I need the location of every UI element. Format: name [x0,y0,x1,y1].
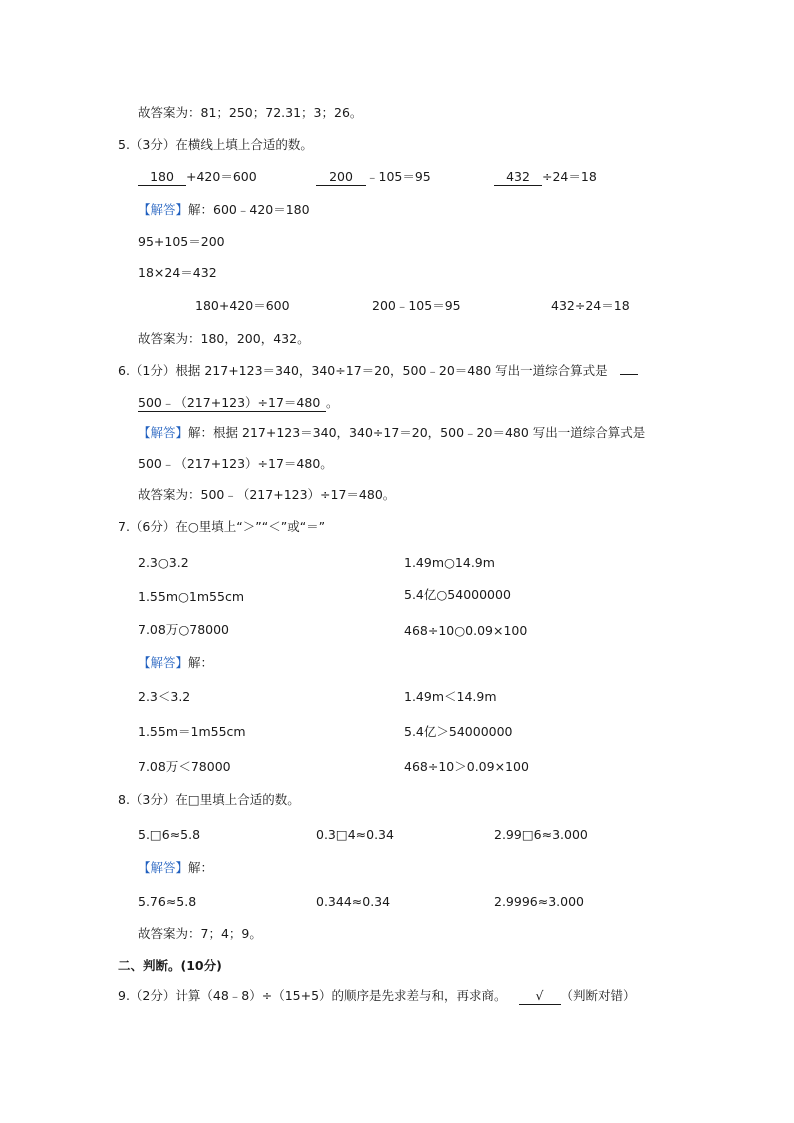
q9-line [118,987,636,1005]
q8-answer-1: 5.76≈5.8 [138,894,197,909]
q6-solution [138,424,645,442]
q5-item-2 [316,168,431,186]
q5-answer: 故答案为：180，200，432。 [138,331,310,346]
q6-solve: 解：根据 217+123＝340，340÷17＝20，500﹣20＝480 写出一道综合算式是 [188,425,646,440]
q7-tag: 【解答】 [138,655,189,670]
q6-lead-blank [620,374,638,375]
q5-item-3 [494,168,597,186]
q7-answer-3-1: 7.08万＜78000 [138,759,231,774]
q5-item-2-rest: ﹣105＝95 [366,169,431,184]
q5-item-1-rest: +420＝600 [186,169,257,184]
q5-tag: 【解答】 [138,202,189,217]
q5-item-1 [138,168,257,186]
q5-blank-1[interactable]: 180 [138,169,186,186]
q5-item-3-rest: ÷24＝18 [542,169,597,184]
q6-stem-line [118,362,638,380]
q7-answer-2-2: 5.4亿＞54000000 [404,724,513,739]
q5-blank-2[interactable]: 200 [316,169,366,186]
q7-answer-1-1: 2.3＜3.2 [138,689,191,704]
q7-stem: 7.（6分）在○里填上“＞”“＜”或“＝” [118,519,326,534]
q5-solve: 解：600﹣420＝180 [188,202,310,217]
q8-answer-3: 2.9996≈3.000 [494,894,584,909]
q5-check-1: 180+420＝600 [195,298,290,313]
q8-tag: 【解答】 [138,860,189,875]
q7-item-2-1: 1.55m○1m55cm [138,589,244,604]
q8-item-1: 5.□6≈5.8 [138,827,201,842]
q6-solve-2: 500﹣（217+123）÷17＝480。 [138,456,333,471]
section-2-title: 二、判断。(10分) [118,958,222,973]
q7-answer-1-2: 1.49m＜14.9m [404,689,497,704]
q7-item-1-1: 2.3○3.2 [138,555,189,570]
q7-item-3-2: 468÷10○0.09×100 [404,623,528,638]
q8-stem: 8.（3分）在□里填上合适的数。 [118,792,300,807]
q7-answer-2-1: 1.55m＝1m55cm [138,724,246,739]
q9-tail: （判断对错） [560,988,636,1003]
q6-answer: 故答案为：500﹣（217+123）÷17＝480。 [138,487,396,502]
q6-blank-line [138,394,339,412]
q6-answer-blank[interactable]: 500﹣（217+123）÷17＝480 [138,395,326,412]
q7-item-3-1: 7.08万○78000 [138,622,230,637]
q6-end: 。 [326,395,339,410]
q5-stem: 5.（3分）在横线上填上合适的数。 [118,137,313,152]
q8-item-3: 2.99□6≈3.000 [494,827,588,842]
q8-answer: 故答案为：7；4；9。 [138,926,262,941]
q5-check-3: 432÷24＝18 [551,298,630,313]
q5-solution [138,201,310,219]
q8-answer-2: 0.344≈0.34 [316,894,391,909]
q5-blank-3[interactable]: 432 [494,169,542,186]
q6-tag: 【解答】 [138,425,189,440]
q8-solve: 解： [188,860,214,875]
q5-check-2: 200﹣105＝95 [372,298,461,313]
q7-item-2-2: 5.4亿○54000000 [404,587,511,602]
q6-stem: 6.（1分）根据 217+123＝340，340÷17＝20，500﹣20＝480 写出一道综合算式是 [118,363,608,378]
q9-stem: 9.（2分）计算（48﹣8）÷（15+5）的顺序是先求差与和，再求商。 [118,988,507,1003]
q4-answer: 故答案为：81；250；72.31；3；26。 [138,105,363,120]
q7-solve: 解： [188,655,214,670]
q8-item-2: 0.3□4≈0.34 [316,827,394,842]
q5-step-2: 18×24＝432 [138,265,217,280]
q9-answer-blank[interactable]: √ [519,988,561,1005]
q7-solution [138,654,213,672]
q7-item-1-2: 1.49m○14.9m [404,555,495,570]
q5-step-1: 95+105＝200 [138,234,225,249]
q8-solution [138,859,213,877]
q7-answer-3-2: 468÷10＞0.09×100 [404,759,529,774]
